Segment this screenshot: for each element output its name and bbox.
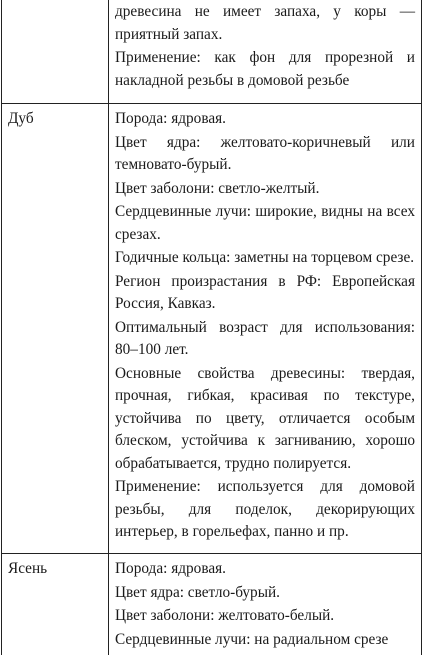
species-name-cell: Ясень xyxy=(2,554,109,655)
description-line: Применение: как фон для прорезной и накладной резьбы в домовой резьбе xyxy=(115,49,415,89)
description-line: Применение: используется для домовой резьбы, для поделок, декорирующих интерьер, в горельефах, панно и пр. xyxy=(115,478,415,540)
species-name-cell xyxy=(2,0,109,104)
description-line: Цвет заболони: светло-желтый. xyxy=(115,179,320,197)
description-line: древесина не имеет запаха, у коры — приятный запах. xyxy=(115,3,415,43)
table-row xyxy=(2,0,422,104)
table-row xyxy=(2,554,422,655)
description-line: Годичные кольца: заметны на торцевом срезе. xyxy=(115,249,415,266)
description-line: Порода: ядровая. xyxy=(115,560,226,577)
description-line: Основные свойства древесины: твердая, прочная, гибкая, красивая по текстуре, устойчива по цвету, отличается особым блеском, устойчива к загниванию, хорошо обрабатывается, трудно полируется. xyxy=(115,364,415,472)
species-description-cell xyxy=(109,554,422,655)
description-line: Порода: ядровая. xyxy=(115,110,226,127)
species-name-cell: Дуб xyxy=(2,104,109,554)
description-line: Регион произрастания в РФ: Европейская Россия, Кавказ. xyxy=(115,272,415,312)
description-line: Сердцевинные лучи: на радиальном срезе xyxy=(115,630,389,648)
wood-species-table xyxy=(1,0,422,655)
description-line: Цвет ядра: желтовато-коричневый или темновато-бурый. xyxy=(115,133,415,173)
description-line: Цвет ядра: светло-бурый. xyxy=(115,583,280,601)
description-line: Сердцевинные лучи: широкие, видны на всех срезах. xyxy=(115,203,415,243)
table-row xyxy=(2,104,422,554)
description-line: Оптимальный возраст для использования: 80–100 лет. xyxy=(115,318,415,358)
species-description-cell xyxy=(109,0,422,104)
species-description-cell xyxy=(109,104,422,554)
description-line: Цвет заболони: желтовато-белый. xyxy=(115,607,335,624)
